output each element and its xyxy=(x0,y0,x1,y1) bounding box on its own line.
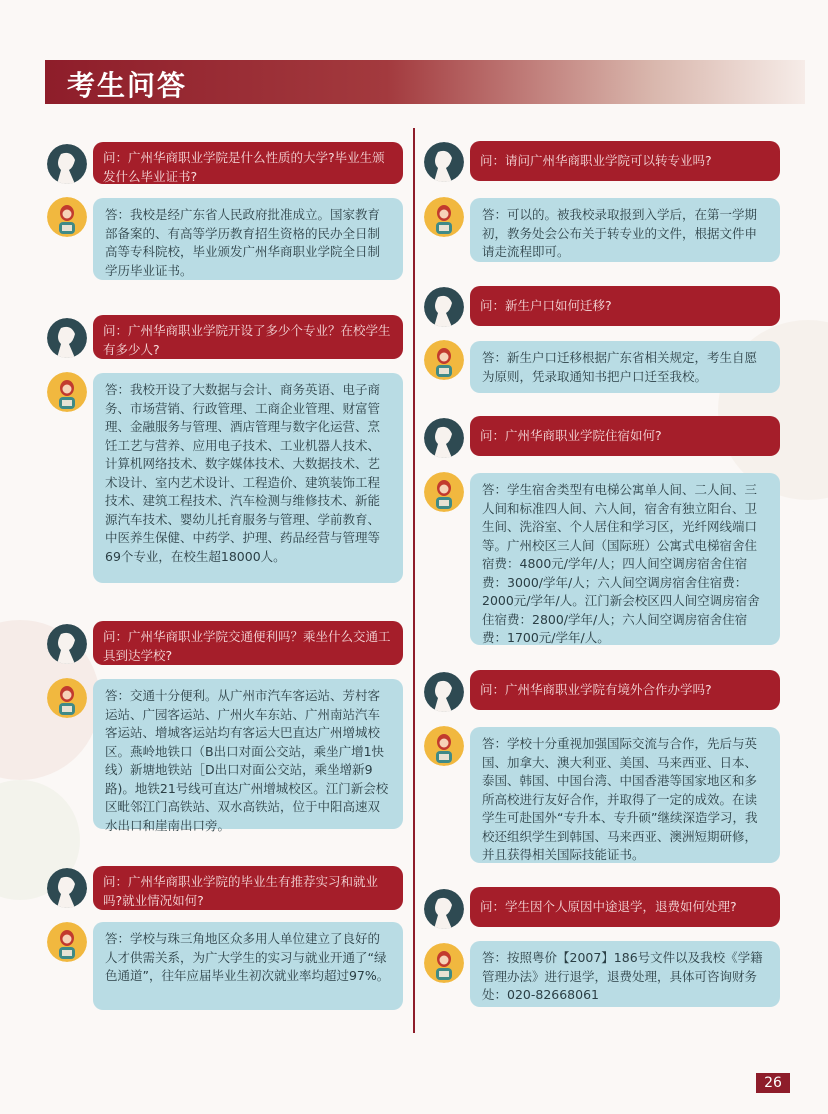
page-title: 考生问答 xyxy=(67,69,188,102)
teacher-avatar-icon xyxy=(424,943,464,983)
column-divider xyxy=(413,128,415,1033)
question-bubble: 问：广州华商职业学院住宿如何? xyxy=(470,416,780,456)
question-bubble: 问：广州华商职业学院有境外合作办学吗? xyxy=(470,670,780,710)
answer-bubble: 答：可以的。被我校录取报到入学后，在第一学期初，教务处会公布关于转专业的文件，根据文件申请走流程即可。 xyxy=(470,198,780,262)
teacher-avatar-icon xyxy=(47,678,87,718)
teacher-avatar-icon xyxy=(47,922,87,962)
answer-bubble: 答：学校与珠三角地区众多用人单位建立了良好的人才供需关系，为广大学生的实习与就业开通了“绿色通道”，往年应届毕业生初次就业率均超过97%。 xyxy=(93,922,403,1010)
student-avatar-icon xyxy=(424,142,464,182)
answer-bubble: 答：我校是经广东省人民政府批准成立。国家教育部备案的、有高等学历教育招生资格的民办全日制高等专科院校，毕业颁发广州华商职业学院全日制学历毕业证书。 xyxy=(93,198,403,280)
teacher-avatar-icon xyxy=(424,340,464,380)
student-avatar-icon xyxy=(424,672,464,712)
student-avatar-icon xyxy=(424,287,464,327)
answer-bubble: 答：学校十分重视加强国际交流与合作，先后与英国、加拿大、澳大利亚、美国、马来西亚、日本、泰国、韩国、中国台湾、中国香港等国家地区和多所高校进行友好合作，并取得了一定的成效。在读学生可赴国外“专升本、专升硕”继续深造学习，我校还组织学生到韩国、马来西亚、澳洲短期研修，并且获得相关国际技能证书。 xyxy=(470,727,780,863)
answer-bubble: 答：新生户口迁移根据广东省相关规定，考生自愿为原则，凭录取通知书把户口迁至我校。 xyxy=(470,341,780,393)
answer-bubble: 答：我校开设了大数据与会计、商务英语、电子商务、市场营销、行政管理、工商企业管理、财富管理、金融服务与管理、酒店管理与数字化运营、烹饪工艺与营养、应用电子技术、工业机器人技术、计算机网络技术、数字媒体技术、大数据技术、艺术设计、室内艺术设计、工程造价、建筑装饰工程技术、建筑工程技术、汽车检测与维修技术、新能源汽车技术、婴幼儿托育服务与管理、学前教育、中医养生保健、中药学、护理、药品经营与管理等69个专业，在校生超18000人。 xyxy=(93,373,403,583)
question-bubble: 问：请问广州华商职业学院可以转专业吗? xyxy=(470,141,780,181)
student-avatar-icon xyxy=(424,889,464,929)
student-avatar-icon xyxy=(47,624,87,664)
student-avatar-icon xyxy=(47,868,87,908)
answer-bubble: 答：交通十分便利。从广州市汽车客运站、芳村客运站、广园客运站、广州火车东站、广州南站汽车客运站、增城客运站均有客运大巴直达广州增城校区。燕岭地铁口（B出口对面公交站，乘坐广增1快线）新塘地铁站［D出口对面公交站，乘坐增新9路)。地铁21号线可直达广州增城校区。江门新会校区毗邻江门高铁站、双水高铁站，位于中阳高速双水出口和崖南出口旁。 xyxy=(93,679,403,829)
teacher-avatar-icon xyxy=(424,197,464,237)
page-number: 26 xyxy=(756,1073,790,1093)
question-bubble: 问：学生因个人原因中途退学，退费如何处理? xyxy=(470,887,780,927)
question-bubble: 问：广州华商职业学院交通便利吗？乘坐什么交通工具到达学校? xyxy=(93,621,403,665)
student-avatar-icon xyxy=(47,144,87,184)
section-header xyxy=(45,60,805,104)
student-avatar-icon xyxy=(424,418,464,458)
teacher-avatar-icon xyxy=(424,726,464,766)
teacher-avatar-icon xyxy=(47,372,87,412)
question-bubble: 问：广州华商职业学院是什么性质的大学?毕业生颁发什么毕业证书? xyxy=(93,142,403,184)
answer-bubble: 答：按照粤价【2007】186号文件以及我校《学籍管理办法》进行退学，退费处理，具体可咨询财务处：020-82668061 xyxy=(470,941,780,1007)
answer-bubble: 答：学生宿舍类型有电梯公寓单人间、二人间、三人间和标准四人间、六人间，宿舍有独立阳台、卫生间、洗浴室、个人居住和学习区，光纤网线端口等。广州校区三人间（国际班）公寓式电梯宿舍住宿费：4800元/学年/人；四人间空调房宿舍住宿费：3000/学年/人；六人间空调房宿舍住宿费：2000元/学年/人。江门新会校区四人间空调房宿舍住宿费：2800/学年/人；六人间空调房宿舍住宿费：1700元/学年/人。 xyxy=(470,473,780,645)
question-bubble: 问：广州华商职业学院的毕业生有推荐实习和就业吗?就业情况如何? xyxy=(93,866,403,910)
question-bubble: 问：广州华商职业学院开设了多少个专业？在校学生有多少人? xyxy=(93,315,403,359)
teacher-avatar-icon xyxy=(424,472,464,512)
teacher-avatar-icon xyxy=(47,197,87,237)
question-bubble: 问：新生户口如何迁移? xyxy=(470,286,780,326)
student-avatar-icon xyxy=(47,318,87,358)
